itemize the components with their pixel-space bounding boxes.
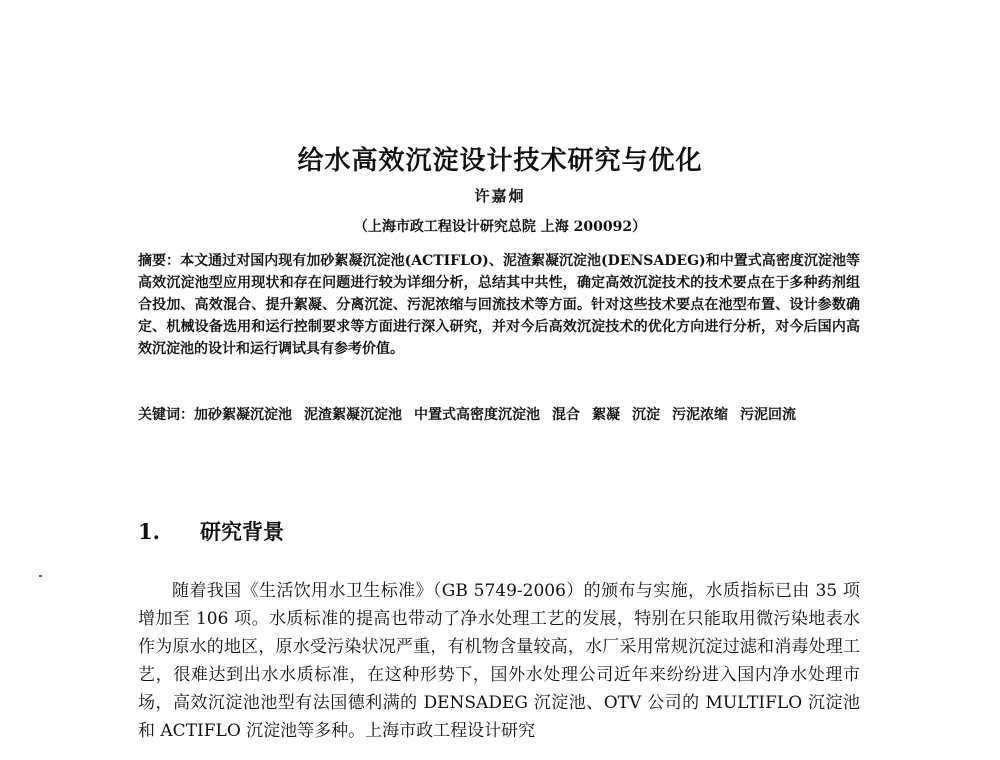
keyword-item: 泥渣絮凝沉淀池: [304, 407, 402, 423]
abstract-text: 本文通过对国内现有加砂絮凝沉淀池(ACTIFLO)、泥渣絮凝沉淀池(DENSADEG)和中置式高密度沉淀池等高效沉淀池型应用现状和存在问题进行较为详细分析，总结其中共性，确定高效沉淀技术的技术要点在于多种药剂组合投加、高效混合、提升絮凝、分离沉淀、污泥浓缩与回流技术等方面。针对这些技术要点在池型布置、设计参数确定、机械设备选用和运行控制要求等方面进行深入研究，并对今后高效沉淀技术的优化方向进行分析，对今后国内高效沉淀池的设计和运行调试具有参考价值。: [138, 253, 860, 357]
keywords-paragraph: [138, 404, 860, 426]
keyword-item: 絮凝: [592, 407, 620, 423]
body-paragraph: 随着我国《生活饮用水卫生标准》（GB 5749-2006）的颁布与实施，水质指标已由 35 项增加至 106 项。水质标准的提高也带动了净水处理工艺的发展，特别在只能取用微污染地表水作为原水的地区，原水受污染状况严重，有机物含量较高，水厂采用常规沉淀过滤和消毒处理工艺，很难达到出水水质标准，在这种形势下，国外水处理公司近年来纷纷进入国内净水处理市场，高效沉淀池池型有法国德利满的 DENSADEG 沉淀池、OTV 公司的 MULTIFLO 沉淀池和 ACTIFLO 沉淀池等多种。上海市政工程设计研究: [138, 581, 860, 741]
abstract-label: 摘要：: [138, 253, 181, 269]
keyword-item: 污泥浓缩: [672, 407, 728, 423]
section-heading: [138, 516, 284, 546]
section-title: 研究背景: [200, 519, 284, 544]
paper-author: 许嘉炯: [474, 187, 526, 205]
keyword-item: 混合: [552, 407, 580, 423]
paper-affiliation: （上海市政工程设计研究总院 上海 200092）: [353, 219, 647, 235]
paper-title: 给水高效沉淀设计技术研究与优化: [297, 146, 703, 176]
keyword-item: 沉淀: [632, 407, 660, 423]
keyword-item: 加砂絮凝沉淀池: [194, 407, 292, 423]
keyword-item: 中置式高密度沉淀池: [414, 407, 540, 423]
section-number: 1.: [138, 519, 160, 544]
keyword-item: 污泥回流: [740, 407, 796, 423]
abstract-paragraph: [138, 250, 860, 360]
margin-speck: [39, 575, 42, 577]
keywords-label: 关键词：: [138, 407, 194, 423]
